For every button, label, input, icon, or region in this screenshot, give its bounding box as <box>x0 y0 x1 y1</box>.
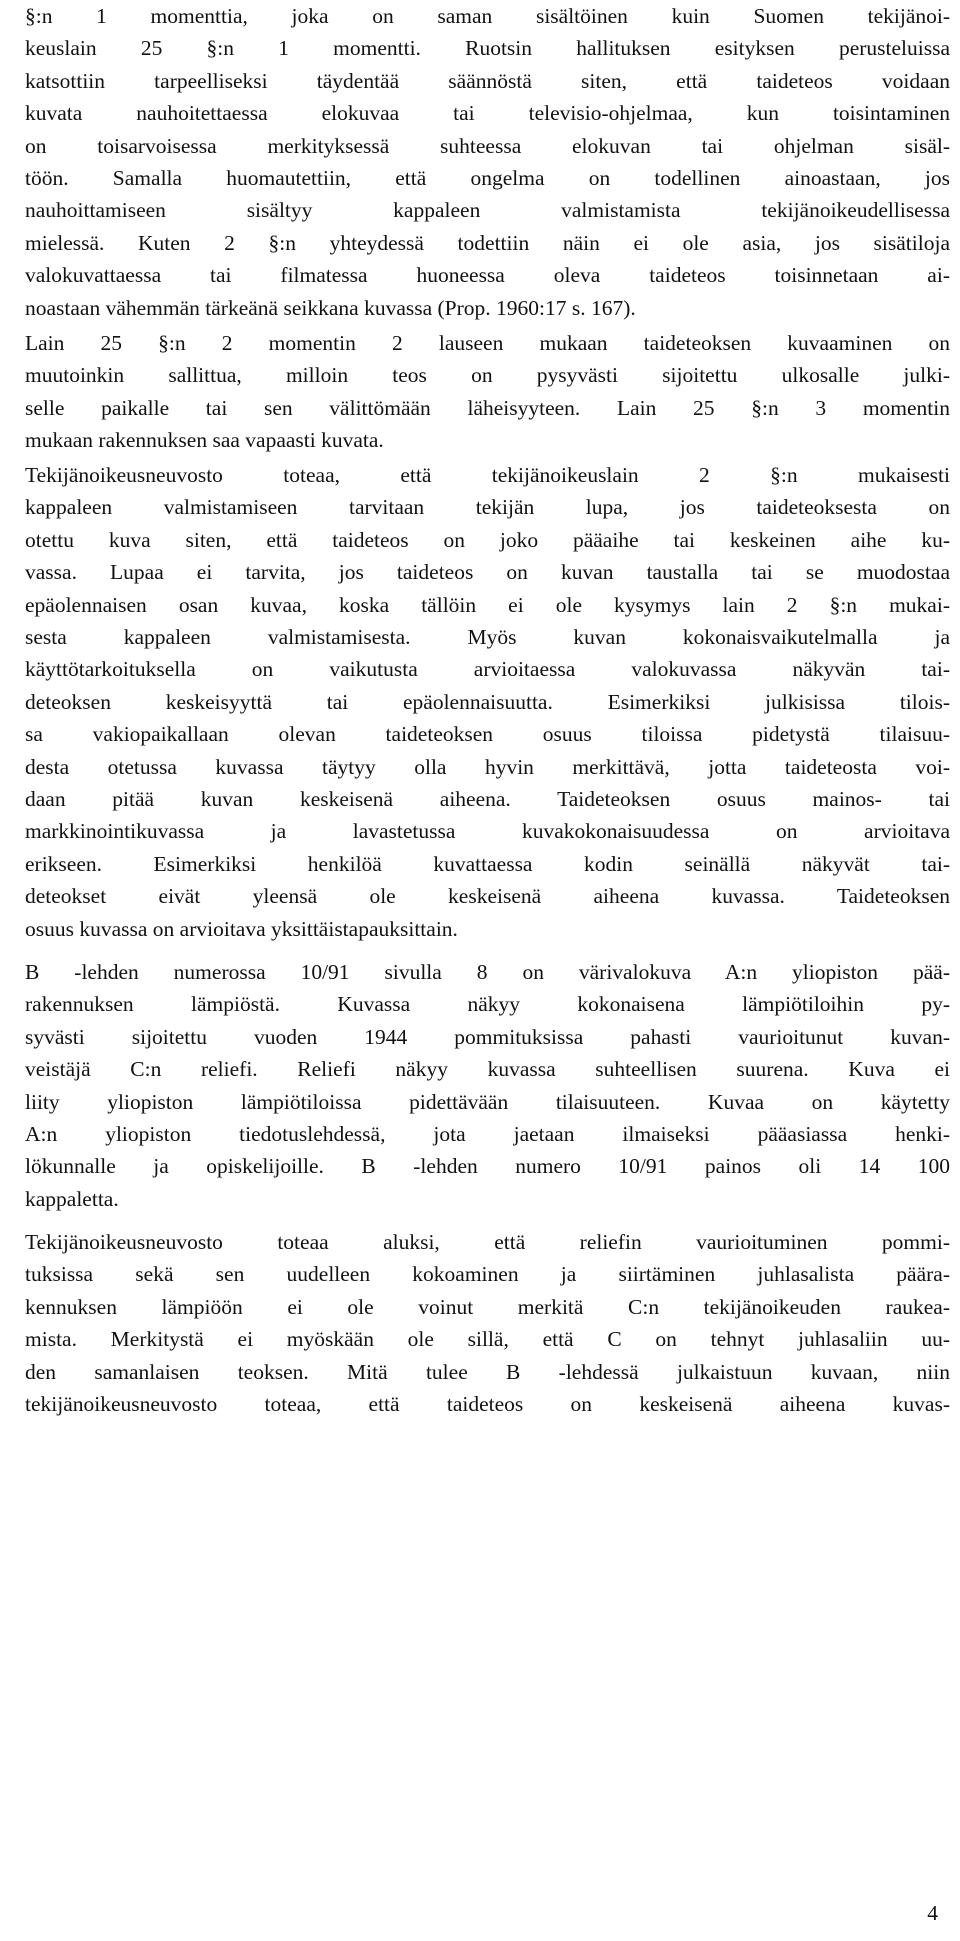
text-line: mielessä. Kuten 2 §:n yhteydessä todettiin näin ei ole asia, jos sisätiloja <box>25 230 950 255</box>
text-line: töön. Samalla huomautettiin, että ongelma on todellinen ainoastaan, jos <box>25 166 950 191</box>
text-line: Lain 25 §:n 2 momentin 2 lauseen mukaan taideteoksen kuvaaminen on <box>25 331 950 355</box>
text-line: erikseen. Esimerkiksi henkilöä kuvattaessa kodin seinällä näkyvät tai- <box>25 851 950 876</box>
text-line: deteoksen keskeisyyttä tai epäolennaisuutta. Esimerkiksi julkisissa tilois- <box>25 689 950 714</box>
text-line: sa vakiopaikallaan olevan taideteoksen osuus tiloissa pidetystä tilaisuu- <box>25 722 950 747</box>
text-line: valokuvattaessa tai filmatessa huoneessa oleva taideteos toisinnetaan ai- <box>25 263 950 288</box>
text-line: markkinointikuvassa ja lavastetussa kuvakokonaisuudessa on arvioitava <box>25 819 950 844</box>
text-line: muutoinkin sallittua, milloin teos on pysyvästi sijoitettu ulkosalle julki- <box>25 363 950 388</box>
text-line: rakennuksen lämpiöstä. Kuvassa näkyy kokonaisena lämpiötiloihin py- <box>25 992 950 1017</box>
page-number: 4 <box>927 1901 938 1925</box>
text-line: B -lehden numerossa 10/91 sivulla 8 on värivalokuva A:n yliopiston pää- <box>25 960 950 984</box>
text-line: liity yliopiston lämpiötiloissa pidettävään tilaisuuteen. Kuvaa on käytetty <box>25 1089 950 1114</box>
paragraph-2 <box>25 327 950 457</box>
text-line: deteokset eivät yleensä ole keskeisenä aiheena kuvassa. Taideteoksen <box>25 884 950 909</box>
text-line: kappaleen valmistamiseen tarvitaan tekijän lupa, jos taideteoksesta on <box>25 495 950 520</box>
text-line: otettu kuva siten, että taideteos on joko pääaihe tai keskeinen aihe ku- <box>25 527 950 552</box>
text-line: epäolennaisen osan kuvaa, koska tällöin ei ole kysymys lain 2 §:n mukai- <box>25 592 950 617</box>
text-line: A:n yliopiston tiedotuslehdessä, jota jaetaan ilmaiseksi pääasiassa henki- <box>25 1122 950 1147</box>
text-line: Tekijänoikeusneuvosto toteaa aluksi, että reliefin vaurioituminen pommi- <box>25 1230 950 1254</box>
paragraph-5 <box>25 1226 950 1420</box>
text-line: nauhoittamiseen sisältyy kappaleen valmistamista tekijänoikeudellisessa <box>25 198 950 223</box>
text-line: käyttötarkoituksella on vaikutusta arvioitaessa valokuvassa näkyvän tai- <box>25 657 950 682</box>
text-line: noastaan vähemmän tärkeänä seikkana kuvassa (Prop. 1960:17 s. 167). <box>25 295 636 320</box>
paragraph-1 <box>25 0 950 324</box>
text-line: keuslain 25 §:n 1 momentti. Ruotsin hallituksen esityksen perusteluissa <box>25 36 950 61</box>
text-line: den samanlaisen teoksen. Mitä tulee B -lehdessä julkaistuun kuvaan, niin <box>25 1359 950 1384</box>
text-line: mukaan rakennuksen saa vapaasti kuvata. <box>25 428 384 453</box>
text-line: kappaletta. <box>25 1186 119 1211</box>
paragraph-3 <box>25 459 950 945</box>
text-line: kennuksen lämpiöön ei ole voinut merkitä C:n tekijänoikeuden raukea- <box>25 1294 950 1319</box>
text-line: Tekijänoikeusneuvosto toteaa, että tekijänoikeuslain 2 §:n mukaisesti <box>25 463 950 487</box>
text-line: daan pitää kuvan keskeisenä aiheena. Taideteoksen osuus mainos- tai <box>25 787 950 812</box>
text-line: sesta kappaleen valmistamisesta. Myös kuvan kokonaisvaikutelmalla ja <box>25 625 950 650</box>
text-line: selle paikalle tai sen välittömään läheisyyteen. Lain 25 §:n 3 momentin <box>25 395 950 420</box>
text-line: syvästi sijoitettu vuoden 1944 pommituksissa pahasti vaurioitunut kuvan- <box>25 1024 950 1049</box>
text-line: kuvata nauhoitettaessa elokuvaa tai televisio-ohjelmaa, kun toisintaminen <box>25 101 950 126</box>
text-line: desta otetussa kuvassa täytyy olla hyvin merkittävä, jotta taideteosta voi- <box>25 754 950 779</box>
text-line: tuksissa sekä sen uudelleen kokoaminen ja siirtäminen juhlasalista päära- <box>25 1262 950 1287</box>
text-line: veistäjä C:n reliefi. Reliefi näkyy kuvassa suhteellisen suurena. Kuva ei <box>25 1057 950 1082</box>
document-page <box>25 0 950 1941</box>
text-line: §:n 1 momenttia, joka on saman sisältöinen kuin Suomen tekijänoi- <box>25 4 950 28</box>
text-line: lökunnalle ja opiskelijoille. B -lehden numero 10/91 painos oli 14 100 <box>25 1154 950 1179</box>
text-line: on toisarvoisessa merkityksessä suhteessa elokuvan tai ohjelman sisäl- <box>25 133 950 158</box>
text-line: vassa. Lupaa ei tarvita, jos taideteos on kuvan taustalla tai se muodostaa <box>25 560 950 585</box>
text-line: tekijänoikeusneuvosto toteaa, että taideteos on keskeisenä aiheena kuvas- <box>25 1392 950 1417</box>
text-line: katsottiin tarpeelliseksi täydentää säännöstä siten, että taideteos voidaan <box>25 68 950 93</box>
text-line: mista. Merkitystä ei myöskään ole sillä, että C on tehnyt juhlasaliin uu- <box>25 1327 950 1352</box>
paragraph-4 <box>25 956 950 1215</box>
text-line: osuus kuvassa on arvioitava yksittäistapauksittain. <box>25 916 458 941</box>
